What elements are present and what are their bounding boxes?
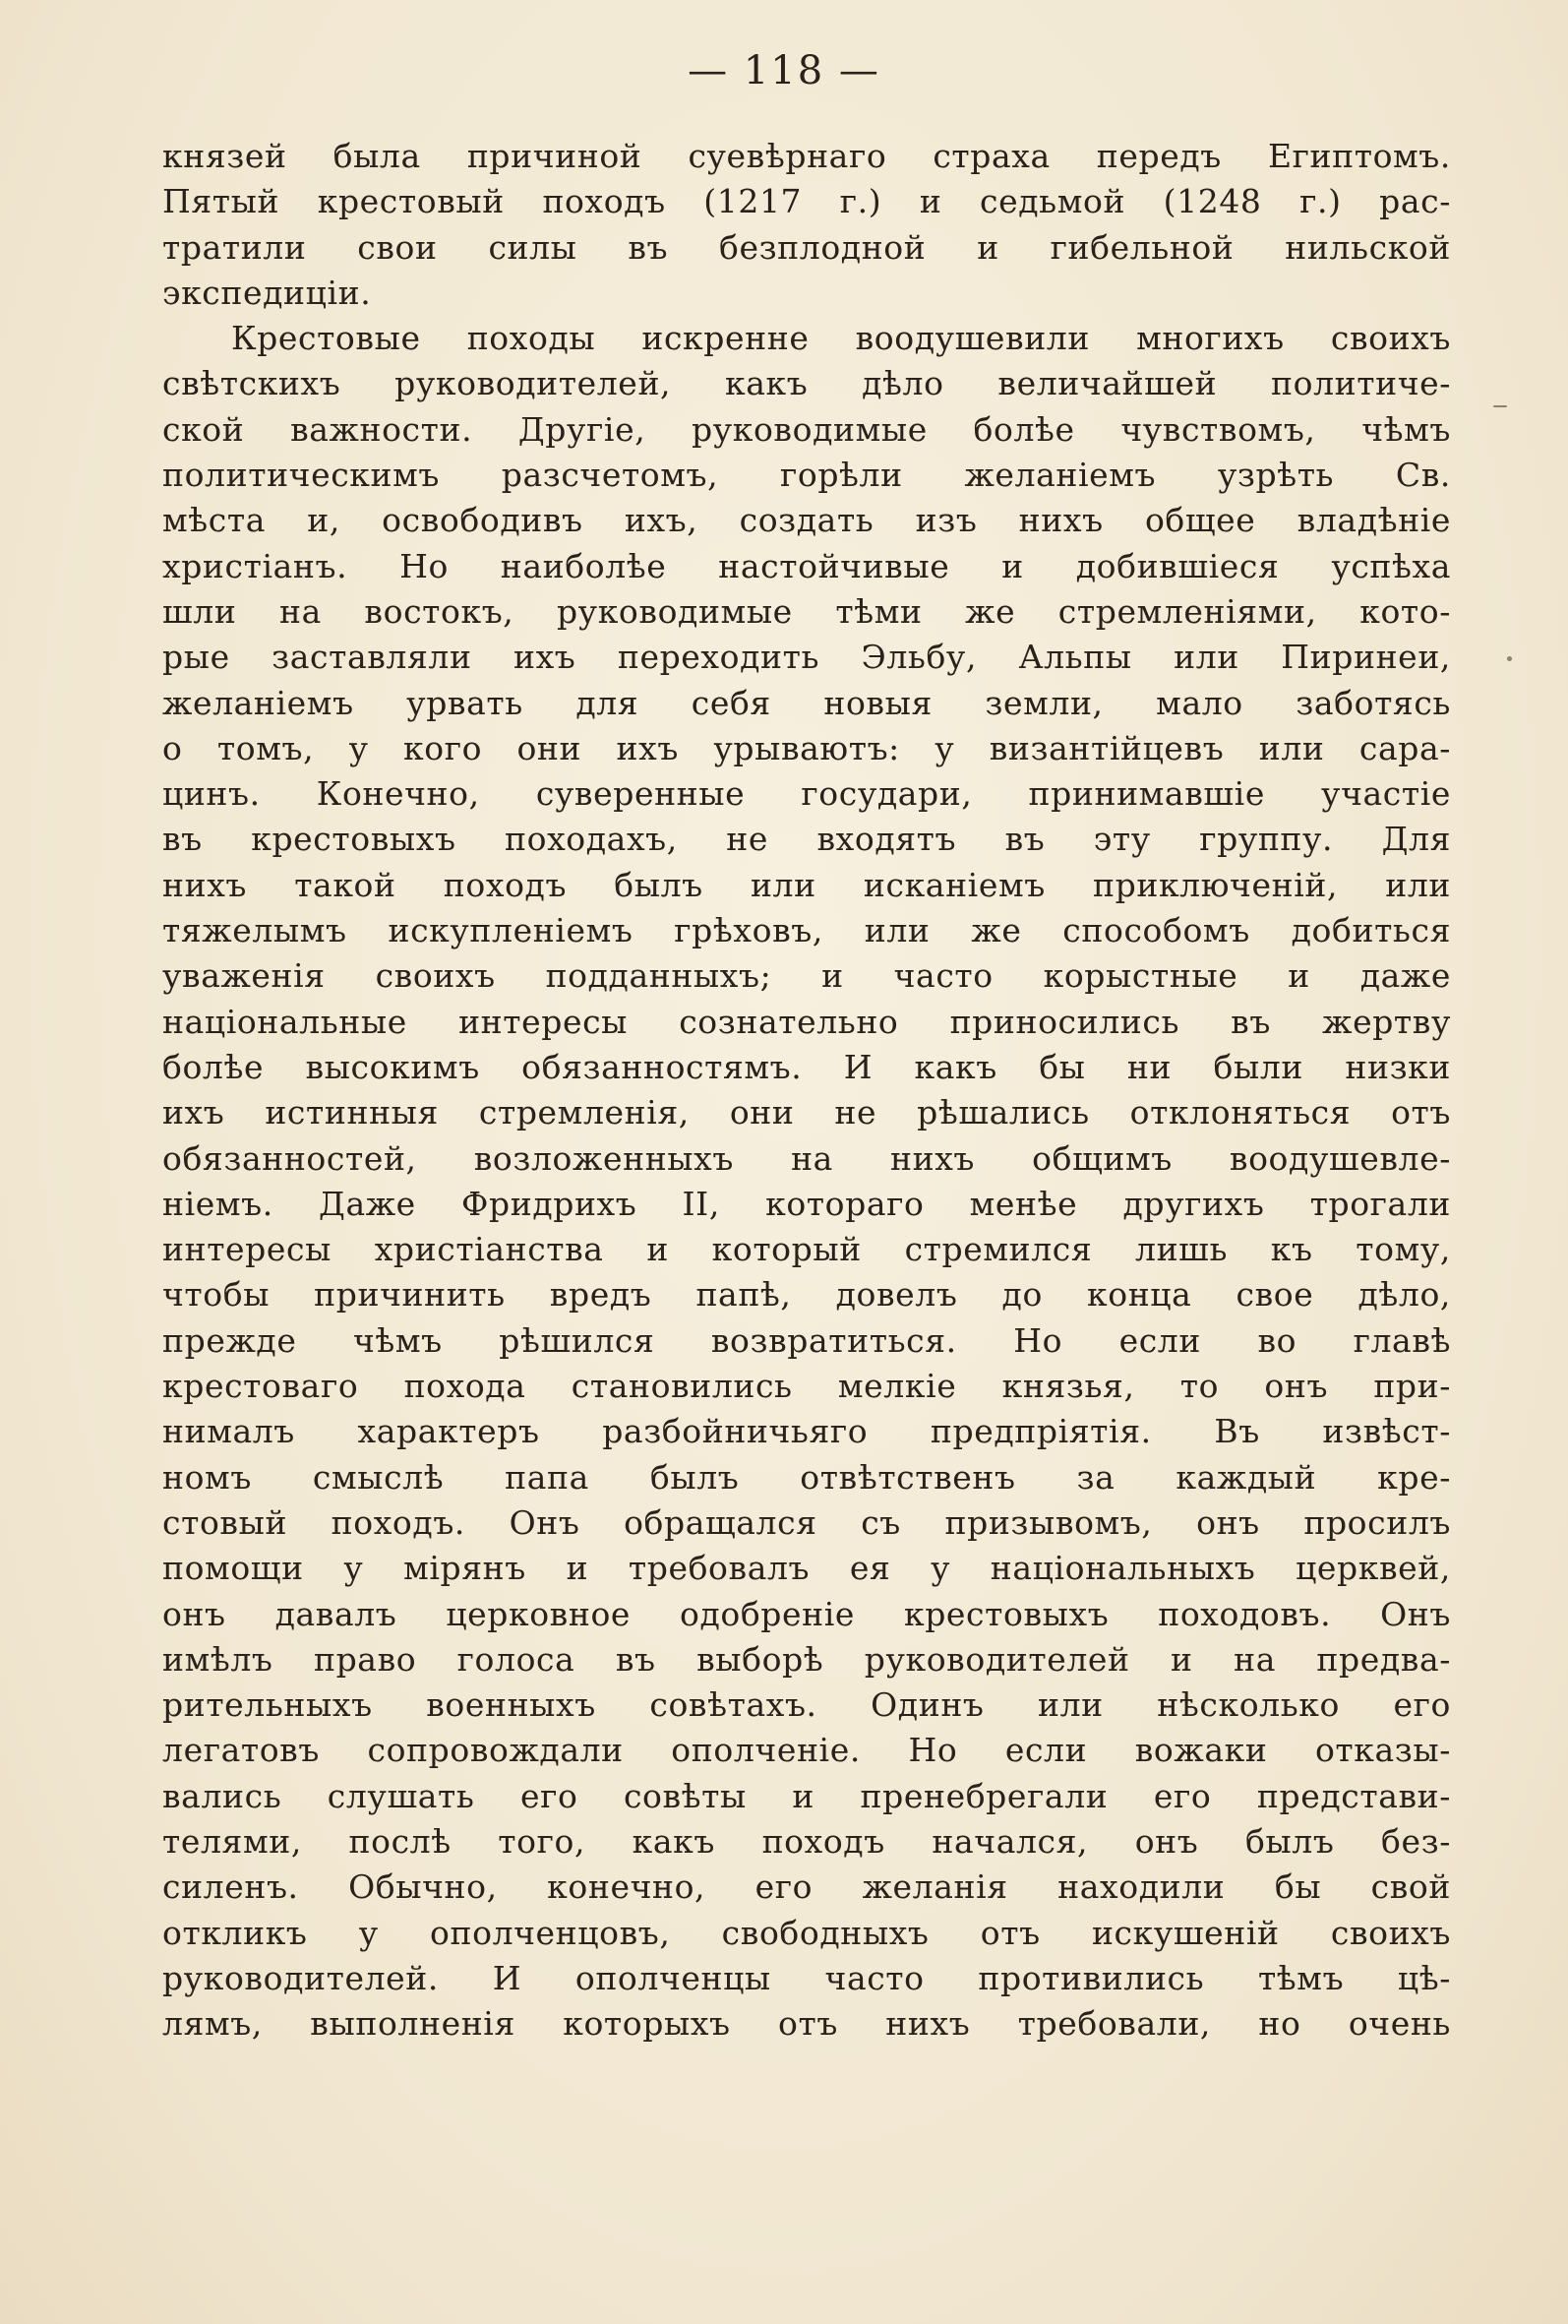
text-line: рые заставляли ихъ переходить Эльбу, Альпы или Пиринеи, — [162, 638, 1451, 677]
text-line: стовый походъ. Онъ обращался съ призывомъ, онъ просилъ — [162, 1502, 1451, 1542]
text-line: нихъ такой походъ былъ или исканіемъ приключеній, или — [162, 865, 1451, 904]
text-line: болѣе высокимъ обязанностямъ. И какъ бы ни были низки — [162, 1047, 1451, 1086]
text-line: лямъ, выполненія которыхъ отъ нихъ требовали, но очень — [162, 2004, 1451, 2044]
text-line: мѣста и, освободивъ ихъ, создать изъ нихъ общее владѣніе — [162, 501, 1451, 540]
text-line: желаніемъ урвать для себя новыя земли, мало заботясь — [162, 683, 1451, 722]
body-text — [162, 134, 1451, 2047]
text-line: политическимъ разсчетомъ, горѣли желаніемъ узрѣть Св. — [162, 456, 1451, 495]
text-line: князей была причиной суевѣрнаго страха передъ Египтомъ. — [162, 137, 1451, 175]
text-line: рительныхъ военныхъ совѣтахъ. Одинъ или нѣсколько его — [162, 1685, 1451, 1725]
text-line: шли на востокъ, руководимые тѣми же стремленіями, кото- — [162, 591, 1451, 631]
text-line: силенъ. Обычно, конечно, его желанія находили бы свой — [162, 1867, 1451, 1907]
text-line: откликъ у ополченцовъ, свободныхъ отъ искушеній своихъ — [162, 1913, 1451, 1952]
text-line: цинъ. Конечно, суверенные государи, принимавшіе участіе — [162, 774, 1451, 814]
paper-speck — [1507, 656, 1512, 661]
text-line: онъ давалъ церковное одобреніе крестовыхъ походовъ. Онъ — [162, 1594, 1451, 1633]
text-line: ихъ истинныя стремленія, они не рѣшались отклоняться отъ — [162, 1093, 1451, 1132]
page-number: — 118 — — [688, 48, 880, 93]
text-line: Пятый крестовый походъ (1217 г.) и седьмой (1248 г.) рас- — [162, 182, 1451, 221]
text-line: Крестовые походы искренне воодушевили многихъ своихъ — [231, 319, 1451, 358]
text-line: номъ смыслѣ папа былъ отвѣтственъ за каждый кре- — [162, 1457, 1451, 1497]
text-line: телями, послѣ того, какъ походъ начался, онъ былъ без- — [162, 1821, 1451, 1861]
paper-speck — [1493, 405, 1507, 407]
text-line: крестоваго похода становились мелкіе князья, то онъ при- — [162, 1367, 1451, 1406]
text-line: легатовъ сопровождали ополченіе. Но если вожаки отказы- — [162, 1731, 1451, 1770]
text-line: христіанъ. Но наиболѣе настойчивые и добившіеся успѣха — [162, 546, 1451, 585]
text-line: національные интересы сознательно приносились въ жертву — [162, 1002, 1451, 1041]
text-line: помощи у мірянъ и требовалъ ея у національныхъ церквей, — [162, 1549, 1451, 1588]
text-line: уваженія своихъ подданныхъ; и часто корыстные и даже — [162, 956, 1451, 996]
text-line: тратили свои силы въ безплодной и гибельной нильской — [162, 227, 1451, 267]
text-line: о томъ, у кого они ихъ урываютъ: у византійцевъ или сара- — [162, 728, 1451, 767]
text-line: тяжелымъ искупленіемъ грѣховъ, или же способомъ добиться — [162, 911, 1451, 950]
text-line: обязанностей, возложенныхъ на нихъ общимъ воодушевле- — [162, 1138, 1451, 1178]
text-line: ской важности. Другіе, руководимые болѣе чувствомъ, чѣмъ — [162, 409, 1451, 449]
text-line: нималъ характеръ разбойничьяго предпріятія. Въ извѣст- — [162, 1412, 1451, 1451]
text-line: интересы христіанства и который стремился лишь къ тому, — [162, 1230, 1451, 1269]
text-line: вались слушать его совѣты и пренебрегали его представи- — [162, 1776, 1451, 1815]
paragraph-2 — [162, 316, 1451, 2047]
text-line: свѣтскихъ руководителей, какъ дѣло величайшей политиче- — [162, 364, 1451, 403]
text-line: ніемъ. Даже Фридрихъ II, котораго менѣе другихъ трогали — [162, 1184, 1451, 1223]
text-line: экспедиціи. — [162, 273, 372, 312]
paragraph-1 — [162, 134, 1451, 316]
text-line: прежде чѣмъ рѣшился возвратиться. Но если во главѣ — [162, 1320, 1451, 1360]
text-line: имѣлъ право голоса въ выборѣ руководителей и на предва- — [162, 1639, 1451, 1679]
text-line: чтобы причинить вредъ папѣ, довелъ до конца свое дѣло, — [162, 1275, 1451, 1315]
text-line: въ крестовыхъ походахъ, не входятъ въ эту группу. Для — [162, 820, 1451, 859]
text-line: руководителей. И ополченцы часто противились тѣмъ цѣ- — [162, 1958, 1451, 1997]
